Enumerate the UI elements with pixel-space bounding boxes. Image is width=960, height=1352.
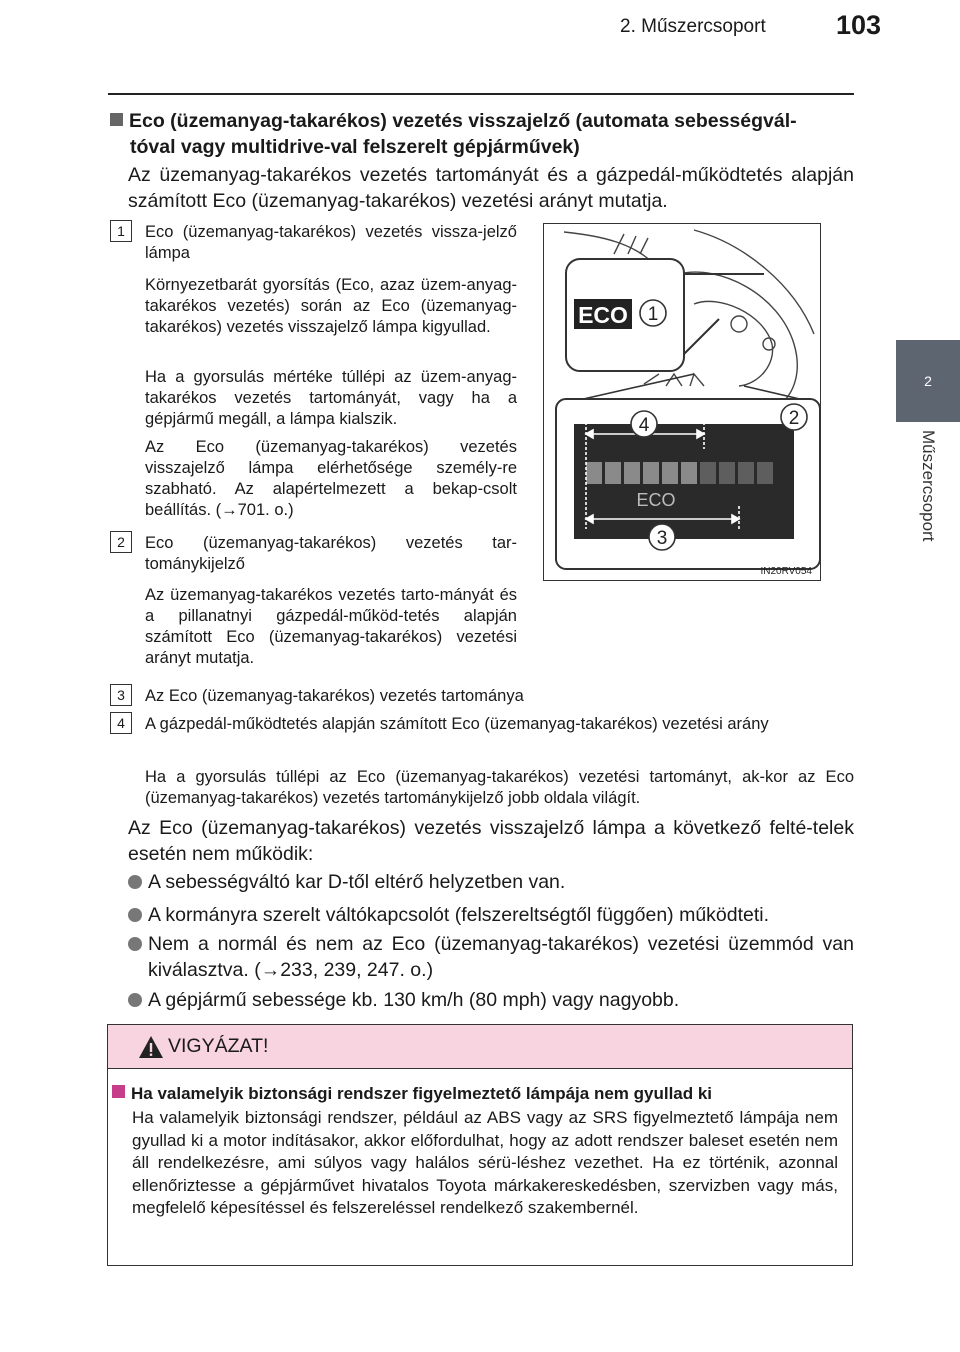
item-1-para-3: Az Eco (üzemanyag-takarékos) vezetés visszajelző lámpa elérhetősége személy-re szabható. Az alapértelmezett a bekap-csolt beállítás. (→701. o.) bbox=[145, 438, 517, 519]
figure-eco-indicator bbox=[543, 223, 821, 581]
item-number-3: 3 bbox=[110, 684, 132, 706]
item-4-title: A gázpedál-működtetés alapján számított Eco (üzemanyag-takarékos) vezetési arány bbox=[145, 715, 769, 733]
warning-header-rule bbox=[108, 1068, 852, 1069]
pink-square-icon bbox=[112, 1085, 125, 1098]
heading-line-2: tóval vagy multidrive-val felszerelt gépjárművek) bbox=[130, 136, 580, 158]
bullet-icon bbox=[128, 908, 142, 922]
bullet-item-4: A gépjármű sebessége kb. 130 km/h (80 mph) vagy nagyobb. bbox=[128, 987, 854, 1013]
condition-intro: Az Eco (üzemanyag-takarékos) vezetés visszajelző lámpa a következő felté-telek esetén nem működik: bbox=[128, 817, 854, 865]
bullet-item-3: Nem a normál és nem az Eco (üzemanyag-takarékos) vezetési üzemmód van kiválasztva. (→233, 239, 247. o.) bbox=[128, 931, 854, 983]
section-title: 2. Műszercsoport bbox=[620, 16, 766, 37]
chapter-label-text: Műszercsoport bbox=[919, 430, 938, 542]
item-1-title: Eco (üzemanyag-takarékos) vezetés vissza-jelző lámpa bbox=[145, 223, 517, 262]
item-number-2: 2 bbox=[110, 531, 132, 553]
warning-title: VIGYÁZAT! bbox=[168, 1035, 269, 1057]
page-number: 103 bbox=[836, 10, 882, 40]
section-heading bbox=[110, 108, 854, 160]
item-4-para-1: Ha a gyorsulás túllépi az Eco (üzemanyag-takarékos) vezetési tartományt, ak-kor az Eco (üzemanyag-takarékos) vezetés tartománykijelző jobb oldala világít. bbox=[145, 768, 854, 807]
warning-triangle-icon bbox=[138, 1035, 164, 1059]
eco-lamp-text: ECO bbox=[578, 302, 628, 328]
heading-line-1: Eco (üzemanyag-takarékos) vezetés visszajelző (automata sebességvál- bbox=[129, 110, 797, 132]
warning-body: Ha valamelyik biztonsági rendszer, például az ABS vagy az SRS figyelmeztető lámpája nem gyullad ki a motor indításakor, akkor előfordulhat, hogy az adott rendszer baleset esetén nem áll rendelkezésre, ami súlyos vagy halálos sérü-léshez vezethet. Ha ez történik, azonnal ellenőriztesse a gépjárművet hivatalos Toyota márkakereskedésben, szervizben vagy más, megfelelő képesítéssel és felszereléssel rendelkező szakembernél. bbox=[132, 1108, 838, 1217]
bullet-item-1: A sebességváltó kar D-től eltérő helyzetben van. bbox=[128, 869, 854, 895]
svg-text:2: 2 bbox=[788, 408, 800, 429]
svg-text:1: 1 bbox=[647, 304, 659, 325]
chapter-label bbox=[896, 430, 960, 590]
item-number-4: 4 bbox=[110, 712, 132, 734]
item-2-title: Eco (üzemanyag-takarékos) vezetés tar-tománykijelző bbox=[145, 534, 517, 573]
bullet-item-2: A kormányra szerelt váltókapcsolót (felszereltségtől függően) működteti. bbox=[128, 902, 854, 928]
item-number-1: 1 bbox=[110, 220, 132, 242]
item-1-para-2: Ha a gyorsulás mértéke túllépi az üzem-anyag-takarékos vezetés tartományát, vagy ha a gépjármű megáll, a lámpa kialszik. bbox=[145, 368, 517, 428]
bullet-icon bbox=[128, 875, 142, 889]
item-2-para-1: Az üzemanyag-takarékos vezetés tarto-mányát és a pillanatnyi gázpedál-működ-tetés alapján számított Eco (üzemanyag-takarékos) vezetési arányt mutatja. bbox=[145, 586, 517, 667]
bullet-icon bbox=[128, 993, 142, 1007]
svg-text:3: 3 bbox=[656, 528, 668, 549]
warning-subheading: Ha valamelyik biztonsági rendszer figyelmeztető lámpája nem gyullad ki bbox=[112, 1083, 850, 1105]
header-rule bbox=[108, 93, 854, 95]
figure-code: IN20RV054 bbox=[760, 566, 812, 577]
item-1-para-1: Környezetbarát gyorsítás (Eco, azaz üzem-anyag-takarékos vezetés) során az Eco (üzemanyag-takarékos) vezetés visszajelző lámpa kigyullad. bbox=[145, 276, 517, 336]
square-bullet-icon bbox=[110, 113, 123, 126]
chapter-tab: 2 bbox=[896, 340, 960, 422]
figure-illustration bbox=[544, 224, 820, 580]
svg-text:4: 4 bbox=[638, 415, 650, 436]
display-eco-text: ECO bbox=[636, 490, 676, 510]
intro-paragraph: Az üzemanyag-takarékos vezetés tartományát és a gázpedál-működtetés alapján számított Eco (üzemanyag-takarékos) vezetési arányt mutatja. bbox=[128, 164, 854, 212]
warning-header bbox=[108, 1025, 852, 1068]
item-3-title: Az Eco (üzemanyag-takarékos) vezetés tartománya bbox=[145, 687, 524, 705]
bullet-icon bbox=[128, 937, 142, 951]
